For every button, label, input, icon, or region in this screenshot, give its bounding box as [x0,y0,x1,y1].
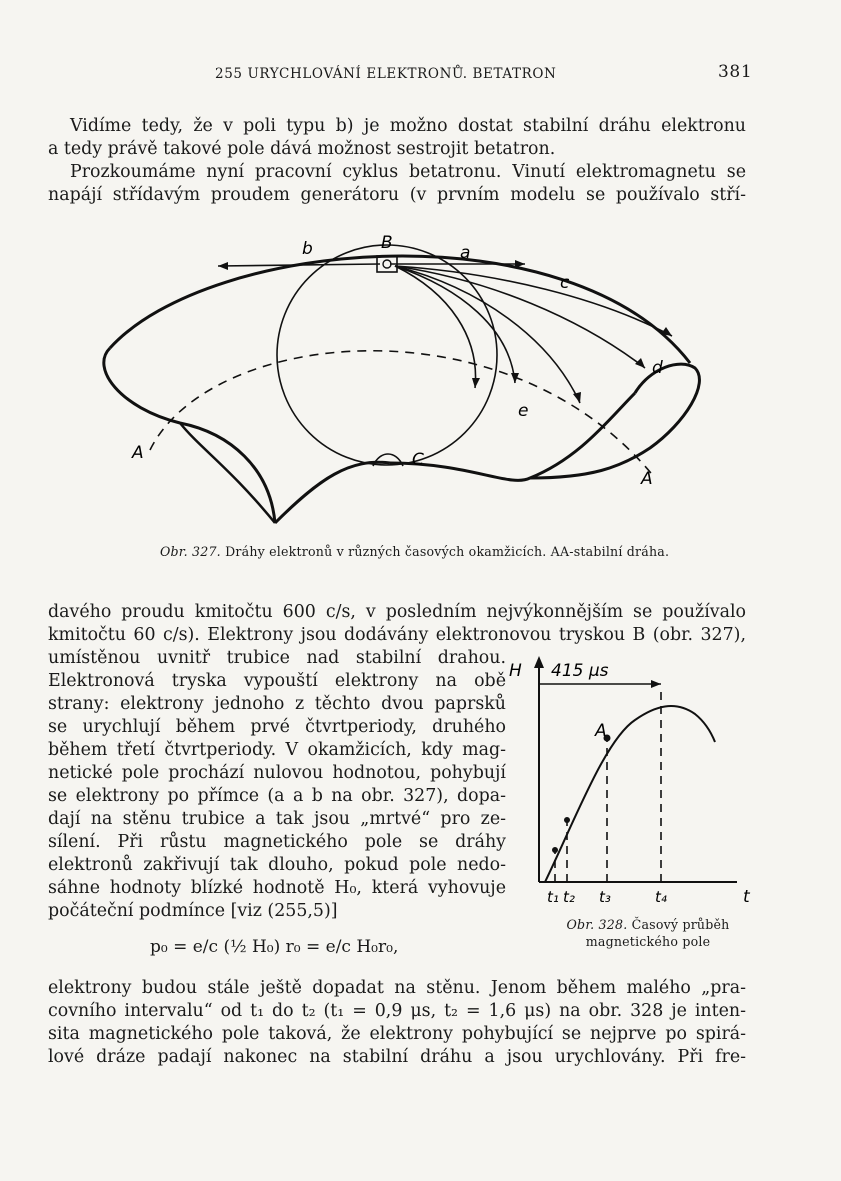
text-line: davého proudu kmitočtu 600 c/s, v posledním nejvýkonnějším se používalo [48,602,746,622]
label-b: b [302,239,313,259]
stable-orbit-AA [150,351,655,478]
point-label-A: A [595,721,607,741]
label-A-right: A [641,469,653,489]
intro-paragraph [48,115,746,207]
text-line: Vidíme tedy, že v poli typu b) je možno dostat stabilní dráhu elektronu [70,116,746,136]
body-paragraph [48,601,746,647]
text-line: umístěnou uvnitř trubice nad stabilní drahou. [48,648,506,668]
label-B: B [381,233,393,253]
text-line: kmitočtu 60 c/s). Elektrony jsou dodávány elektronovou tryskou B (obr. 327), [48,625,746,645]
label-d: d [652,358,663,378]
text-line: během třetí čtvrtperiody. V okamžicích, kdy mag- [48,740,506,760]
figure-327-caption [160,544,669,559]
label-A-left: A [132,443,144,463]
tick-t4: t₄ [655,888,667,906]
axis-label-H: H [509,661,522,681]
text-line: Prozkoumáme nyní pracovní cyklus betatronu. Vinutí elektromagnetu se [70,162,746,182]
caption-text: Dráhy elektronů v různých časových okamžicích. AA-stabilní dráha. [225,544,670,559]
caption-number: Obr. 328. [566,917,628,932]
text-line: netické pole prochází nulovou hodnotou, pohybují [48,763,506,783]
text-line: strany: elektrony jednoho z těchto dvou paprsků [48,694,506,714]
text-line: lové dráze padají nakonec na stabilní dráhu a jsou urychlovány. Při fre- [48,1047,746,1067]
text-line: se elektrony po přímce (a a b na obr. 327), dopa- [48,786,506,806]
text-line: elektronů zakřivují tak dlouho, pokud pole nedo- [48,855,506,875]
label-a: a [460,243,471,263]
figure-328-chart [505,650,765,908]
formula-p0: p₀ = e/c (½ H₀) r₀ = e/c H₀r₀, [150,937,399,957]
interval-label: 415 μs [551,661,609,681]
axis-label-t: t [743,887,750,907]
tick-t2: t₂ [563,888,575,906]
text-line: a tedy právě takové pole dává možnost sestrojit betatron. [48,139,556,159]
label-e: e [518,401,529,421]
text-line: elektrony budou stále ještě dopadat na stěnu. Jenom během malého „pra- [48,978,746,998]
figure-327-diagram [90,218,710,540]
text-line: covního intervalu“ od t₁ do t₂ (t₁ = 0,9 μs, t₂ = 1,6 μs) na obr. 328 je inten- [48,1001,746,1021]
text-line: napájí střídavým proudem generátoru (v prvním modelu se používalo stří- [48,185,746,205]
caption-text-line2: magnetického pole [585,934,711,949]
figure-328-caption [548,916,748,950]
tick-t1: t₁ [547,888,559,906]
outer-arc [110,256,690,363]
text-line: sáhne hodnoty blízké hodnotě H₀, která vyhovuje [48,878,506,898]
running-header [0,62,841,86]
narrow-column [48,647,506,923]
text-line: sílení. Při růstu magnetického pole se dráhy [48,832,506,852]
caption-number: Obr. 327. [160,544,221,559]
running-title: 255 URYCHLOVÁNÍ ELEKTRONŮ. BETATRON [215,66,557,82]
tick-t3: t₃ [599,888,611,906]
caption-text-line1: Časový průběh [631,917,730,932]
page-number: 381 [718,62,753,82]
label-C: C [412,450,424,470]
text-line: počáteční podmínce [viz (255,5)] [48,901,338,921]
text-line: sita magnetického pole taková, že elektrony pohybující se nejprve po spirá- [48,1024,746,1044]
label-c: c [560,273,570,293]
text-line: se urychlují během prvé čtvrtperiody, druhého [48,717,506,737]
text-line: Elektronová tryska vypouští elektrony na obě [48,671,506,691]
closing-paragraph [48,977,746,1069]
text-line: dají na stěnu trubice a tak jsou „mrtvé“ pro ze- [48,809,506,829]
